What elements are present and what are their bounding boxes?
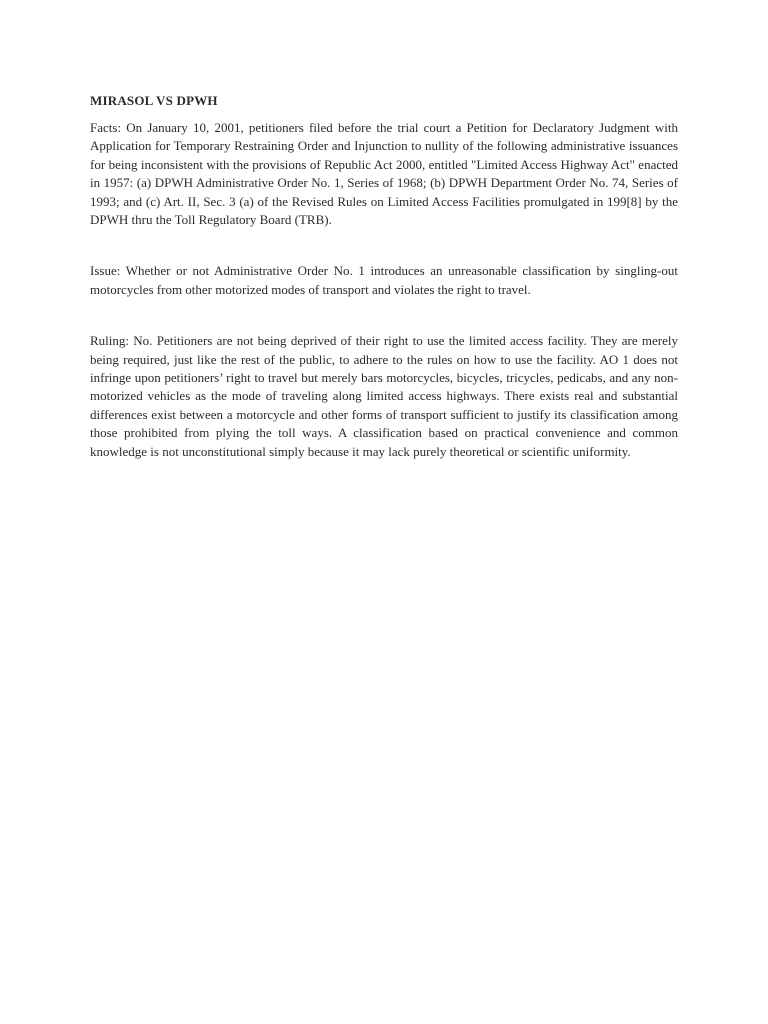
facts-paragraph: Facts: On January 10, 2001, petitioners filed before the trial court a Petition for Declaratory Judgment with Application for Temporary Restraining Order and Injunction to nullity of the following administrative issuances for being inconsistent with the provisions of Republic Act 2000, entitled "Limited Access Highway Act" enacted in 1957: (a) DPWH Administrative Order No. 1, Series of 1968; (b) DPWH Department Order No. 74, Series of 1993; and (c) Art. II, Sec. 3 (a) of the Revised Rules on Limited Access Facilities promulgated in 199[8] by the DPWH thru the Toll Regulatory Board (TRB). [90,120,678,228]
document-title: MIRASOL VS DPWH [90,93,218,108]
issue-paragraph: Issue: Whether or not Administrative Order No. 1 introduces an unreasonable classification by singling-out motorcycles from other motorized modes of transport and violates the right to travel. [90,263,678,297]
ruling-paragraph: Ruling: No. Petitioners are not being deprived of their right to use the limited access facility. They are merely being required, just like the rest of the public, to adhere to the rules on how to use the facility. AO 1 does not infringe upon petitioners’ right to travel but merely bars motorcycles, bicycles, tricycles, pedicabs, and any non-motorized vehicles as the mode of traveling along limited access highways. There exists real and substantial differences exist between a motorcycle and other forms of transport sufficient to justify its classification among those prohibited from plying the toll ways. A classification based on practical convenience and common knowledge is not unconstitutional simply because it may lack purely theoretical or scientific uniformity. [90,333,678,459]
